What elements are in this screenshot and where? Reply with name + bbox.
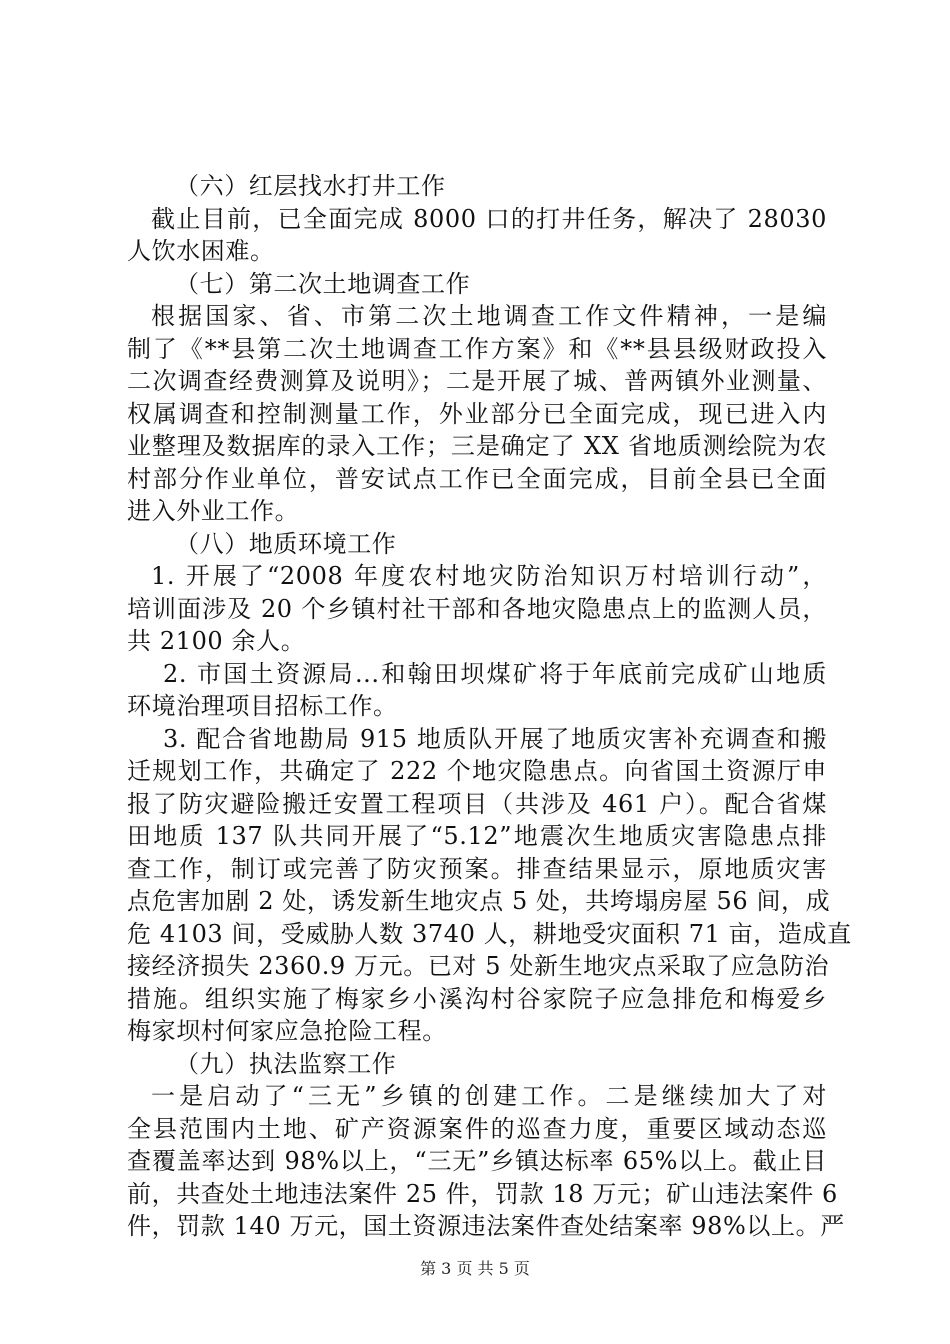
paragraph-line: 2. 市国土资源局...和翰田坝煤矿将于年底前完成矿山地质 xyxy=(163,659,827,688)
section-heading-8: （八）地质环境工作 xyxy=(175,529,397,558)
paragraph-line: 前，共查处土地违法案件 25 件，罚款 18 万元；矿山违法案件 6 xyxy=(127,1179,838,1208)
paragraph-line: 梅家坝村何家应急抢险工程。 xyxy=(127,1017,447,1045)
paragraph-line: 二次调查经费测算及说明》；二是开展了城、普两镇外业测量、 xyxy=(127,367,827,395)
paragraph-line: 进入外业工作。 xyxy=(127,497,300,525)
paragraph-line: 村部分作业单位，普安试点工作已全面完成，目前全县已全面 xyxy=(127,464,827,493)
paragraph-line: 环境治理项目招标工作。 xyxy=(127,692,398,720)
paragraph-line: 危 4103 间，受威胁人数 3740 人，耕地受灾面积 71 亩，造成直 xyxy=(127,919,852,948)
paragraph-line: 田地质 137 队共同开展了“5.12”地震次生地质灾害隐患点排 xyxy=(127,822,827,850)
paragraph-line: 点危害加剧 2 处，诱发新生地灾点 5 处，共垮塌房屋 56 间，成 xyxy=(127,887,831,915)
section-heading-7: （七）第二次土地调查工作 xyxy=(175,269,471,298)
paragraph-line: 权属调查和控制测量工作，外业部分已全面完成，现已进入内 xyxy=(127,399,827,428)
page-number-footer: 第 3 页 共 5 页 xyxy=(420,1259,530,1278)
paragraph-line: 培训面涉及 20 个乡镇村社干部和各地灾隐患点上的监测人员， xyxy=(127,594,827,623)
paragraph-line: 3. 配合省地勘局 915 地质队开展了地质灾害补充调查和搬 xyxy=(163,724,827,753)
document-body xyxy=(127,170,852,1243)
paragraph-line: 全县范围内土地、矿产资源案件的巡查力度，重要区域动态巡 xyxy=(127,1114,827,1143)
paragraph-line: 截止目前，已全面完成 8000 口的打井任务，解决了 28030 xyxy=(151,204,827,233)
paragraph-line: 查覆盖率达到 98%以上，“三无”乡镇达标率 65%以上。截止目 xyxy=(127,1147,827,1175)
paragraph-line: 共 2100 余人。 xyxy=(127,627,306,655)
paragraph-line: 接经济损失 2360.9 万元。已对 5 处新生地灾点采取了应急防治 xyxy=(127,952,830,980)
paragraph-line: 1. 开展了“2008 年度农村地灾防治知识万村培训行动”， xyxy=(151,562,827,590)
paragraph-line: 根据国家、省、市第二次土地调查工作文件精神，一是编 xyxy=(151,302,827,330)
paragraph-line: 查工作，制订或完善了防灾预案。排查结果显示，原地质灾害 xyxy=(127,854,827,883)
paragraph-line: 一是启动了“三无”乡镇的创建工作。二是继续加大了对 xyxy=(151,1082,827,1110)
section-heading-9: （九）执法监察工作 xyxy=(175,1049,397,1078)
paragraph-line: 措施。组织实施了梅家乡小溪沟村谷家院子应急排危和梅爱乡 xyxy=(127,984,827,1013)
paragraph-line: 迁规划工作，共确定了 222 个地灾隐患点。向省国土资源厅申 xyxy=(127,757,827,785)
paragraph-line: 件，罚款 140 万元，国土资源违法案件查处结案率 98%以上。严 xyxy=(127,1212,845,1240)
paragraph-line: 报了防灾避险搬迁安置工程项目（共涉及 461 户）。配合省煤 xyxy=(127,789,827,818)
paragraph-line: 业整理及数据库的录入工作；三是确定了 XX 省地质测绘院为农 xyxy=(127,432,827,460)
paragraph-line: 制了《**县第二次土地调查工作方案》和《**县县级财政投入 xyxy=(127,334,827,363)
paragraph-line: 人饮水困难。 xyxy=(127,237,275,265)
section-heading-6: （六）红层找水打井工作 xyxy=(175,172,446,200)
